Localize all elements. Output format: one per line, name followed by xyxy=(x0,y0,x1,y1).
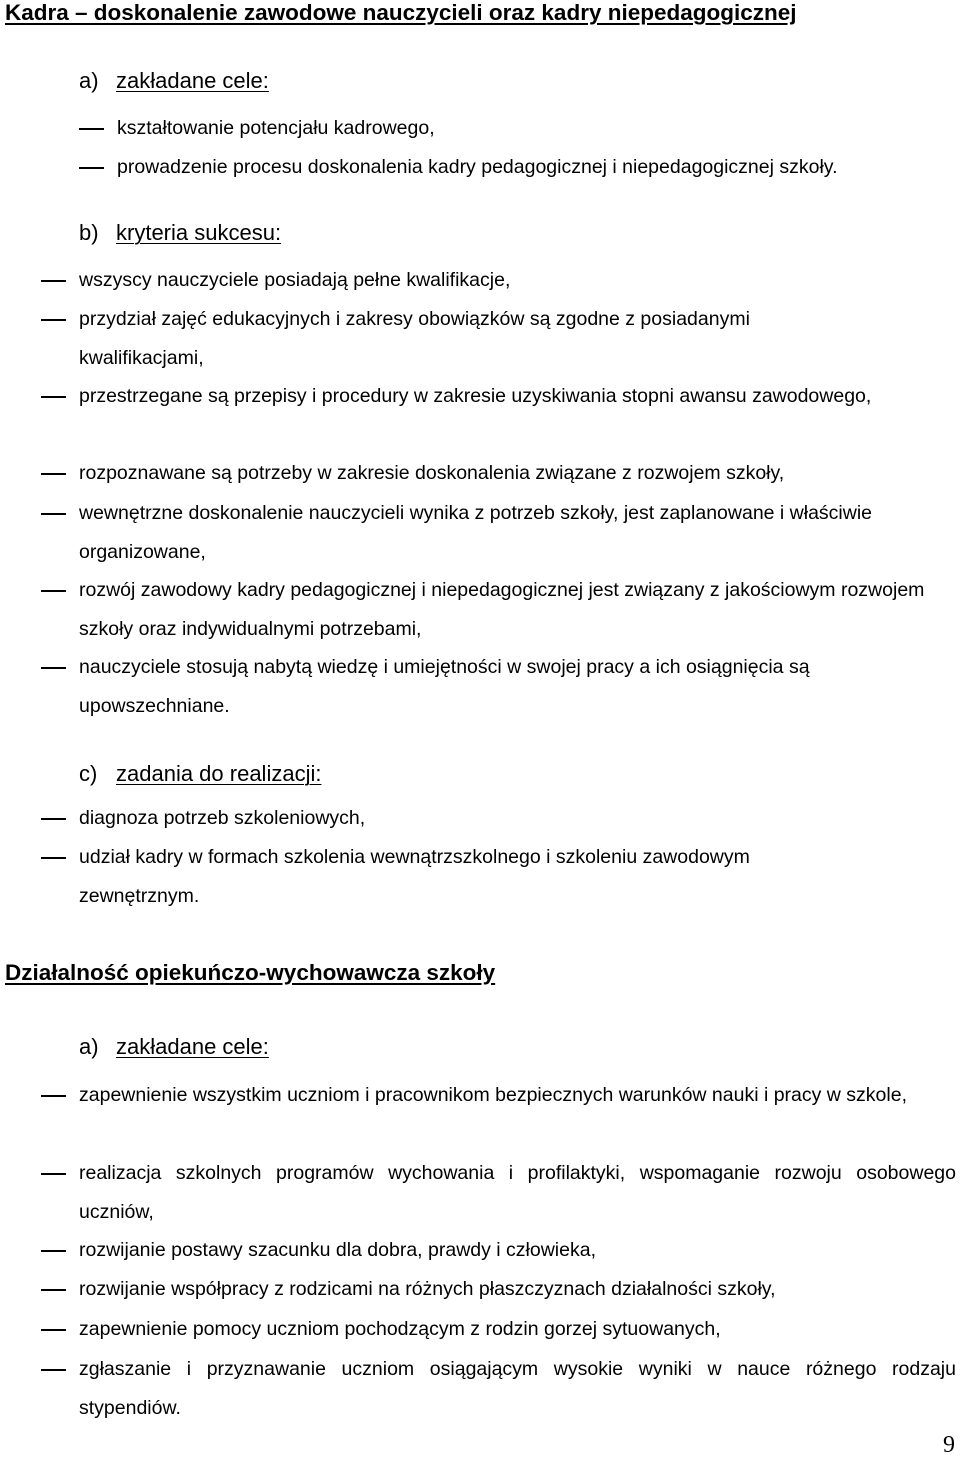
list-item: prowadzenie procesu doskonalenia kadry pedagogicznej i niepedagogicznej szkoły. xyxy=(117,148,838,187)
dash-bullet xyxy=(41,1369,66,1371)
list-item: zapewnienie wszystkim uczniom i pracownikom bezpiecznych warunków nauki i pracy w szkole, xyxy=(79,1076,956,1115)
list-item: rozwijanie postawy szacunku dla dobra, prawdy i człowieka, xyxy=(79,1231,939,1270)
dash-bullet xyxy=(41,1095,66,1097)
list-item: wszyscy nauczyciele posiadają pełne kwalifikacje, xyxy=(79,261,899,300)
page-number: 9 xyxy=(943,1432,955,1458)
dash-bullet xyxy=(41,513,66,515)
dash-bullet xyxy=(41,1329,66,1331)
dash-bullet xyxy=(79,167,104,169)
dash-bullet xyxy=(41,280,66,282)
section-opieka-title: Działalność opiekuńczo-wychowawcza szkoły xyxy=(5,960,496,985)
list-item: diagnoza potrzeb szkoleniowych, xyxy=(79,799,899,838)
dash-bullet xyxy=(41,396,66,398)
opieka-goals-heading xyxy=(79,1034,269,1060)
list-item: rozwijanie współpracy z rodzicami na różnych płaszczyznach działalności szkoły, xyxy=(79,1270,939,1309)
list-item: zgłaszanie i przyznawanie uczniom osiągającym wysokie wyniki w nauce różnego rodzaju stypendiów. xyxy=(79,1350,956,1427)
list-item: rozpoznawane są potrzeby w zakresie doskonalenia związane z rozwojem szkoły, xyxy=(79,454,939,493)
kadra-tasks-heading xyxy=(79,761,321,787)
kadra-goals-heading xyxy=(79,68,269,94)
dash-bullet xyxy=(41,590,66,592)
list-item: kształtowanie potencjału kadrowego, xyxy=(117,109,435,148)
dash-bullet xyxy=(41,319,66,321)
kadra-goals-title: zakładane cele: xyxy=(116,68,269,93)
dash-bullet xyxy=(41,1289,66,1291)
list-item: rozwój zawodowy kadry pedagogicznej i niepedagogicznej jest związany z jakościowym rozwojem szkoły oraz indywidualnymi potrzebami, xyxy=(79,571,949,648)
list-item: zapewnienie pomocy uczniom pochodzącym z rodzin gorzej sytuowanych, xyxy=(79,1310,939,1349)
kadra-criteria-heading xyxy=(79,220,281,246)
kadra-tasks-label: c) xyxy=(79,761,98,786)
list-item: wewnętrzne doskonalenie nauczycieli wynika z potrzeb szkoły, jest zaplanowane i właściwie organizowane, xyxy=(79,494,879,571)
opieka-goals-title: zakładane cele: xyxy=(116,1034,269,1059)
dash-bullet xyxy=(41,473,66,475)
dash-bullet xyxy=(41,1250,66,1252)
dash-bullet xyxy=(41,667,66,669)
dash-bullet xyxy=(79,128,104,130)
list-item: realizacja szkolnych programów wychowania i profilaktyki, wspomaganie rozwoju osobowego uczniów, xyxy=(79,1154,956,1231)
list-item: nauczyciele stosują nabytą wiedzę i umiejętności w swojej pracy a ich osiągnięcia są upowszechniane. xyxy=(79,648,919,725)
kadra-criteria-label: b) xyxy=(79,220,99,245)
kadra-goals-label: a) xyxy=(79,68,99,93)
kadra-tasks-title: zadania do realizacji: xyxy=(116,761,322,786)
opieka-goals-label: a) xyxy=(79,1034,99,1059)
section-kadra-title: Kadra – doskonalenie zawodowe nauczycieli oraz kadry niepedagogicznej xyxy=(5,0,797,25)
list-item: przestrzegane są przepisy i procedury w zakresie uzyskiwania stopni awansu zawodowego, xyxy=(79,377,879,416)
dash-bullet xyxy=(41,857,66,859)
dash-bullet xyxy=(41,1173,66,1175)
list-item: udział kadry w formach szkolenia wewnątrzszkolnego i szkoleniu zawodowym zewnętrznym. xyxy=(79,838,869,915)
list-item: przydział zajęć edukacyjnych i zakresy obowiązków są zgodne z posiadanymi kwalifikacjami, xyxy=(79,300,859,377)
kadra-criteria-title: kryteria sukcesu: xyxy=(116,220,282,245)
dash-bullet xyxy=(41,818,66,820)
